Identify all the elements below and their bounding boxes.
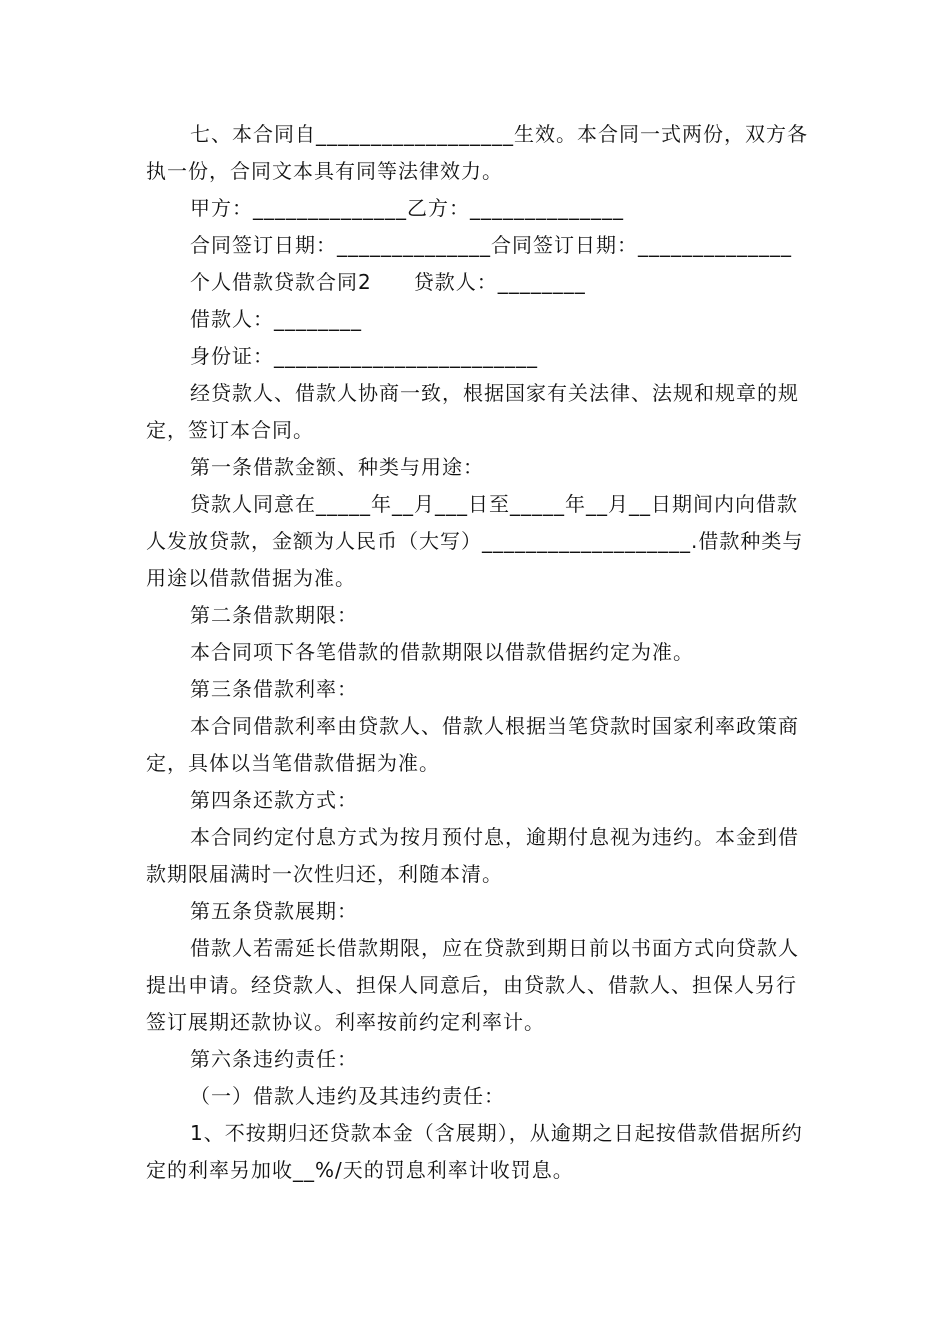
article-two-body: 本合同项下各笔借款的借款期限以借款借据约定为准。 xyxy=(190,640,694,664)
party-signature-line: 甲方：______________乙方：______________ xyxy=(190,196,624,220)
preamble-paragraph: 经贷款人、借款人协商一致，根据国家有关法律、法规和规章的规定，签订本合同。 xyxy=(146,381,799,442)
article-five-heading: 第五条贷款展期： xyxy=(190,899,358,923)
article-five-body: 借款人若需延长借款期限，应在贷款到期日前以书面方式向贷款人提出申请。经贷款人、担保人同意后，由贷款人、借款人、担保人另行签订展期还款协议。利率按前约定利率计。 xyxy=(146,936,799,1034)
article-three-heading: 第三条借款利率： xyxy=(190,677,358,701)
id-card-line: 身份证：________________________ xyxy=(190,344,538,368)
contract-two-title-lender: 个人借款贷款合同2 贷款人：________ xyxy=(190,270,586,294)
borrower-line: 借款人：________ xyxy=(190,307,362,331)
article-six-item-one: 1、不按期归还贷款本金（含展期），从逾期之日起按借款借据所约定的利率另加收__%/天的罚息利率计收罚息。 xyxy=(146,1121,803,1182)
clause-seven-effective: 七、本合同自__________________生效。本合同一式两份，双方各执一份，合同文本具有同等法律效力。 xyxy=(146,122,808,183)
article-four-body: 本合同约定付息方式为按月预付息，逾期付息视为违约。本金到借款期限届满时一次性归还，利随本清。 xyxy=(146,825,799,886)
article-two-heading: 第二条借款期限： xyxy=(190,603,358,627)
article-four-heading: 第四条还款方式： xyxy=(190,788,358,812)
article-three-body: 本合同借款利率由贷款人、借款人根据当笔贷款时国家利率政策商定，具体以当笔借款借据为准。 xyxy=(146,714,799,775)
signing-date-line: 合同签订日期：______________合同签订日期：______________ xyxy=(190,233,792,257)
article-one-heading: 第一条借款金额、种类与用途： xyxy=(190,455,484,479)
article-six-subheading: （一）借款人违约及其违约责任： xyxy=(190,1084,505,1108)
article-one-body: 贷款人同意在_____年__月___日至_____年__月__日期间内向借款人发放贷款，金额为人民币（大写）___________________.借款种类与用途以借款借据为准。 xyxy=(146,492,804,590)
document-body xyxy=(146,116,808,1189)
article-six-heading: 第六条违约责任： xyxy=(190,1047,358,1071)
